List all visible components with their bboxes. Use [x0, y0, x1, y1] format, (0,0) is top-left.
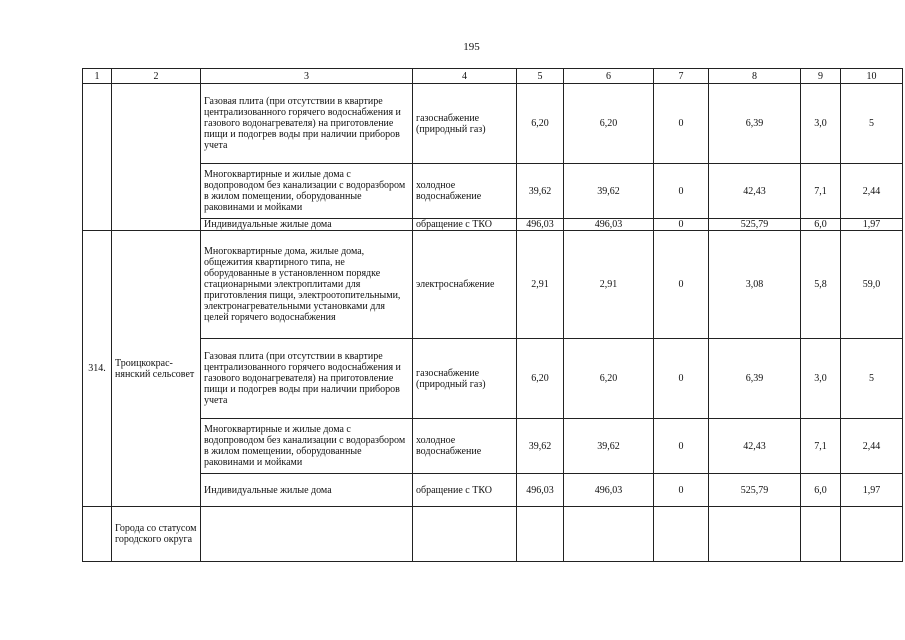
- service-type: газоснабжение (природный газ): [413, 339, 517, 419]
- value-cell: 496,03: [517, 474, 564, 507]
- index-cell: [83, 84, 112, 231]
- value-cell: 6,20: [564, 339, 654, 419]
- consumer-category: Многоквартирные и жилые дома с водопроводом без канализации с водоразбором в жилом помещении, оборудованные раковинами и мойками: [201, 164, 413, 219]
- consumer-category: Газовая плита (при отсутствии в квартире централизованного горячего водоснабжения и газового водонагревателя) на приготовление пищи и подогрев воды при наличии приборов учета: [201, 339, 413, 419]
- value-cell: 6,39: [709, 339, 801, 419]
- value-cell: 6,20: [564, 84, 654, 164]
- page-number: 195: [463, 41, 480, 53]
- value-cell: 3,08: [709, 231, 801, 339]
- row-index: 314.: [83, 231, 112, 507]
- column-header: 2: [112, 69, 201, 84]
- value-cell: 6,20: [517, 84, 564, 164]
- value-cell: 0: [654, 474, 709, 507]
- value-cell: 496,03: [564, 474, 654, 507]
- empty-cell: [709, 507, 801, 562]
- value-cell: 1,97: [841, 219, 903, 231]
- service-type: электроснабжение: [413, 231, 517, 339]
- service-type: газоснабжение (природный газ): [413, 84, 517, 164]
- service-type: обращение с ТКО: [413, 219, 517, 231]
- settlement-name: Троицкокрас-нянский сельсовет: [112, 231, 201, 507]
- value-cell: 42,43: [709, 164, 801, 219]
- empty-cell: [801, 507, 841, 562]
- value-cell: 496,03: [564, 219, 654, 231]
- service-type: холодное водоснабжение: [413, 419, 517, 474]
- value-cell: 39,62: [564, 419, 654, 474]
- value-cell: 1,97: [841, 474, 903, 507]
- table-row: [83, 164, 903, 219]
- value-cell: 3,0: [801, 339, 841, 419]
- value-cell: 5: [841, 84, 903, 164]
- empty-cell: [654, 507, 709, 562]
- value-cell: 6,0: [801, 474, 841, 507]
- value-cell: 7,1: [801, 419, 841, 474]
- value-cell: 6,0: [801, 219, 841, 231]
- value-cell: 0: [654, 84, 709, 164]
- table-row: [83, 507, 903, 562]
- column-header: 9: [801, 69, 841, 84]
- empty-cell: [413, 507, 517, 562]
- value-cell: 525,79: [709, 219, 801, 231]
- table-row: [83, 84, 903, 164]
- header-row: [83, 69, 903, 84]
- consumer-category: Многоквартирные дома, жилые дома, общежития квартирного типа, не оборудованные в установленном порядке стационарными электроплитами для приготовления пищи, электроотопительными, электронагревательными установками для целей горячего водоснабжения: [201, 231, 413, 339]
- column-header: 8: [709, 69, 801, 84]
- value-cell: 0: [654, 339, 709, 419]
- value-cell: 5: [841, 339, 903, 419]
- service-type: обращение с ТКО: [413, 474, 517, 507]
- consumer-category: Многоквартирные и жилые дома с водопроводом без канализации с водоразбором в жилом помещении, оборудованные раковинами и мойками: [201, 419, 413, 474]
- value-cell: 2,91: [564, 231, 654, 339]
- empty-cell: [841, 507, 903, 562]
- table-row: [83, 339, 903, 419]
- empty-cell: [517, 507, 564, 562]
- value-cell: 39,62: [517, 419, 564, 474]
- value-cell: 59,0: [841, 231, 903, 339]
- column-header: 4: [413, 69, 517, 84]
- section-title: Города со статусом городского округа: [112, 507, 201, 562]
- column-header: 5: [517, 69, 564, 84]
- empty-cell: [201, 507, 413, 562]
- value-cell: 0: [654, 419, 709, 474]
- table-row: [83, 219, 903, 231]
- value-cell: 6,39: [709, 84, 801, 164]
- value-cell: 0: [654, 164, 709, 219]
- column-header: 1: [83, 69, 112, 84]
- table-row: [83, 474, 903, 507]
- value-cell: 5,8: [801, 231, 841, 339]
- value-cell: 496,03: [517, 219, 564, 231]
- index-cell: [83, 507, 112, 562]
- value-cell: 42,43: [709, 419, 801, 474]
- value-cell: 2,44: [841, 164, 903, 219]
- service-type: холодное водоснабжение: [413, 164, 517, 219]
- column-header: 3: [201, 69, 413, 84]
- column-header: 7: [654, 69, 709, 84]
- value-cell: 525,79: [709, 474, 801, 507]
- value-cell: 6,20: [517, 339, 564, 419]
- tariff-table: [82, 68, 903, 562]
- value-cell: 2,91: [517, 231, 564, 339]
- value-cell: 0: [654, 231, 709, 339]
- consumer-category: Индивидуальные жилые дома: [201, 474, 413, 507]
- table-row: [83, 419, 903, 474]
- consumer-category: Индивидуальные жилые дома: [201, 219, 413, 231]
- value-cell: 0: [654, 219, 709, 231]
- value-cell: 39,62: [517, 164, 564, 219]
- settlement-cell: [112, 84, 201, 231]
- column-header: 6: [564, 69, 654, 84]
- value-cell: 39,62: [564, 164, 654, 219]
- value-cell: 2,44: [841, 419, 903, 474]
- value-cell: 3,0: [801, 84, 841, 164]
- empty-cell: [564, 507, 654, 562]
- table-row: [83, 231, 903, 339]
- value-cell: 7,1: [801, 164, 841, 219]
- column-header: 10: [841, 69, 903, 84]
- consumer-category: Газовая плита (при отсутствии в квартире централизованного горячего водоснабжения и газового водонагревателя) на приготовление пищи и подогрев воды при наличии приборов учета: [201, 84, 413, 164]
